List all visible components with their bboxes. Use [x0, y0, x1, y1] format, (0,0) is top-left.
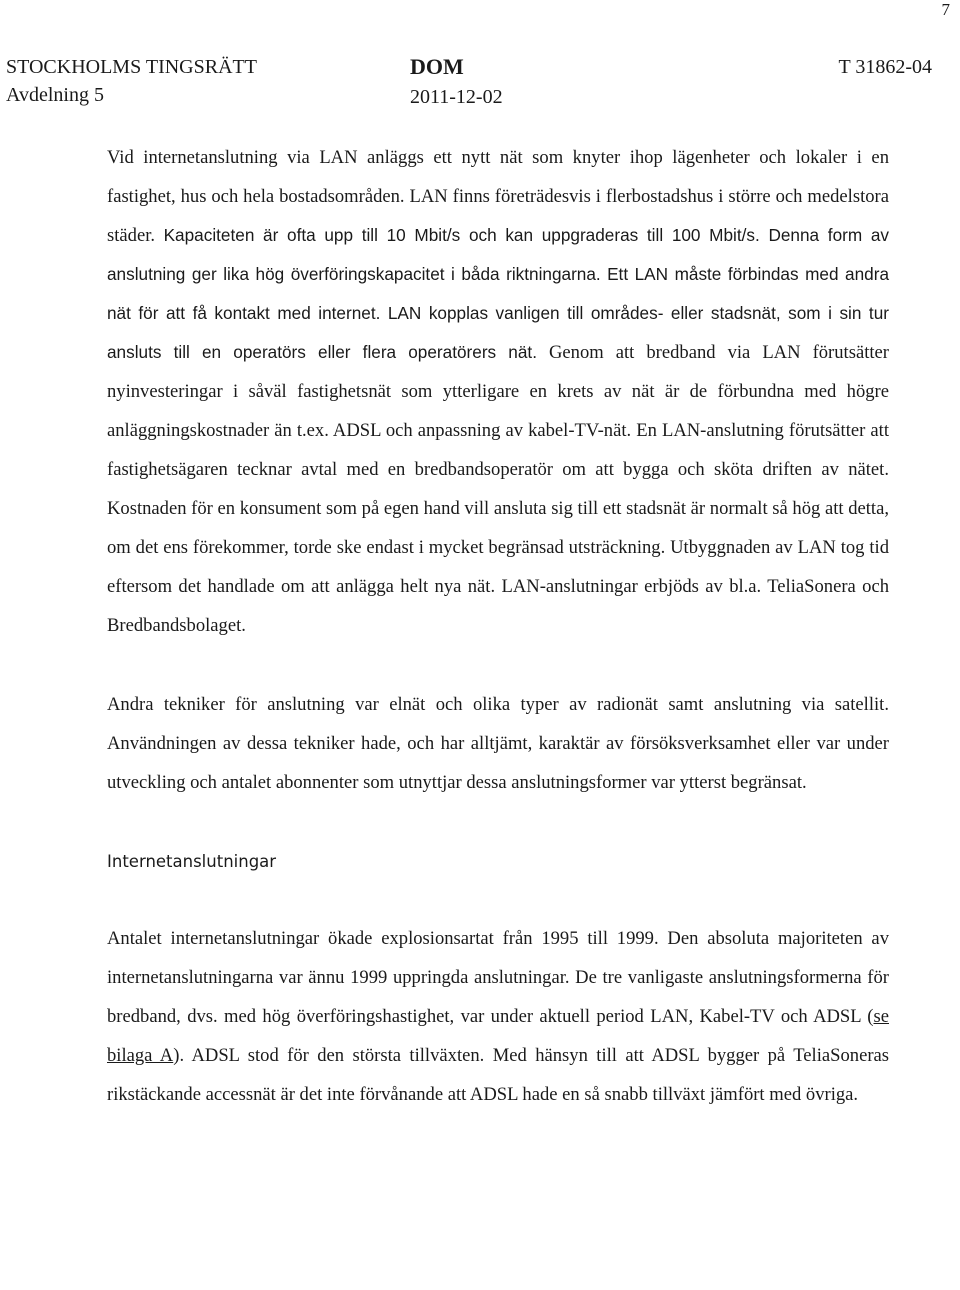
paragraph-lan-costs: Genom att bredband via LAN förutsätter nyinvesteringar i såväl fastighetsnät som ytterligare en krets av nät är de förbundna med högre anläggningskostnader än t.ex. ADSL och anpassning av kabel-TV-nät. En LAN-anslutning förutsätter att fastighetsägaren tecknar avtal med en bredbandsoperatör om att bygga och sköta driften av nätet. Kostnaden för en konsument som på egen hand vill ansluta sig till ett stadsnät är normalt så hög att detta, om det ens förekommer, torde ske endast i mycket begränsad utsträckning. Utbyggnaden av LAN tog tid eftersom det handlade om att anlägga helt nya nät. LAN-anslutningar erbjöds av bl.a. TeliaSonera och Bredbandsbolaget.: [107, 342, 889, 636]
document-body: [107, 138, 889, 1114]
paragraph-lan-intro: Vid internetanslutning via LAN anläggs ett nytt nät som knyter ihop lägenheter och lokaler i en fastighet, hus och hela bostadsområden. LAN finns företrädesvis i flerbostadshus i större och medelstora städer.: [107, 147, 889, 246]
department: Avdelning 5: [6, 84, 104, 106]
paragraph-lan-capacity: Kapaciteten är ofta upp till 10 Mbit/s och kan uppgraderas till 100 Mbit/s. Denna form av anslutning ger lika hög överföringskapacitet i båda riktningarna.: [107, 225, 889, 284]
page-number: 7: [941, 0, 950, 19]
section-heading: Internetanslutningar: [107, 852, 277, 871]
paragraph-lan: [107, 138, 889, 645]
paragraph-other-techniques: Andra tekniker för anslutning var elnät och olika typer av radionät samt anslutning via satellit. Användningen av dessa tekniker hade, och har alltjämt, karaktär av försöksverksamhet eller var under utveckling och antalet abonnenter som utnyttjar dessa anslutningsformer var ytterst begränsat.: [107, 694, 889, 793]
paragraph-connections: [107, 919, 889, 1114]
paragraph-connections-end: ). ADSL stod för den största tillväxten. Med hänsyn till att ADSL bygger på TeliaSoneras rikstäckande accessnät är det inte förvånande att ADSL hade en så snabb tillväxt jämfört med övriga.: [107, 1045, 890, 1105]
appendix-a-link[interactable]: se bilaga A: [107, 1006, 889, 1066]
case-number: T 31862-04: [838, 56, 932, 78]
document-header: [6, 55, 932, 119]
paragraph-lan-connection: Ett LAN måste förbindas med andra nät för att få kontakt med internet. LAN kopplas vanligen till områdes- eller stadsnät, som i sin tur ansluts till en operatörs eller flera operatörers nät.: [107, 264, 890, 362]
paragraph-connections-start: Antalet internetanslutningar ökade explosionsartat från 1995 till 1999. Den absoluta majoriteten av internetanslutningarna var ännu 1999 uppringda anslutningar. De tre vanligaste anslutningsformerna för bredband, dvs. med hög överföringshastighet, var under aktuell period LAN, Kabel-TV och ADSL (: [107, 928, 889, 1027]
document-date: 2011-12-02: [410, 86, 503, 108]
court-name: STOCKHOLMS TINGSRÄTT: [6, 56, 257, 78]
document-type: DOM: [410, 54, 464, 79]
